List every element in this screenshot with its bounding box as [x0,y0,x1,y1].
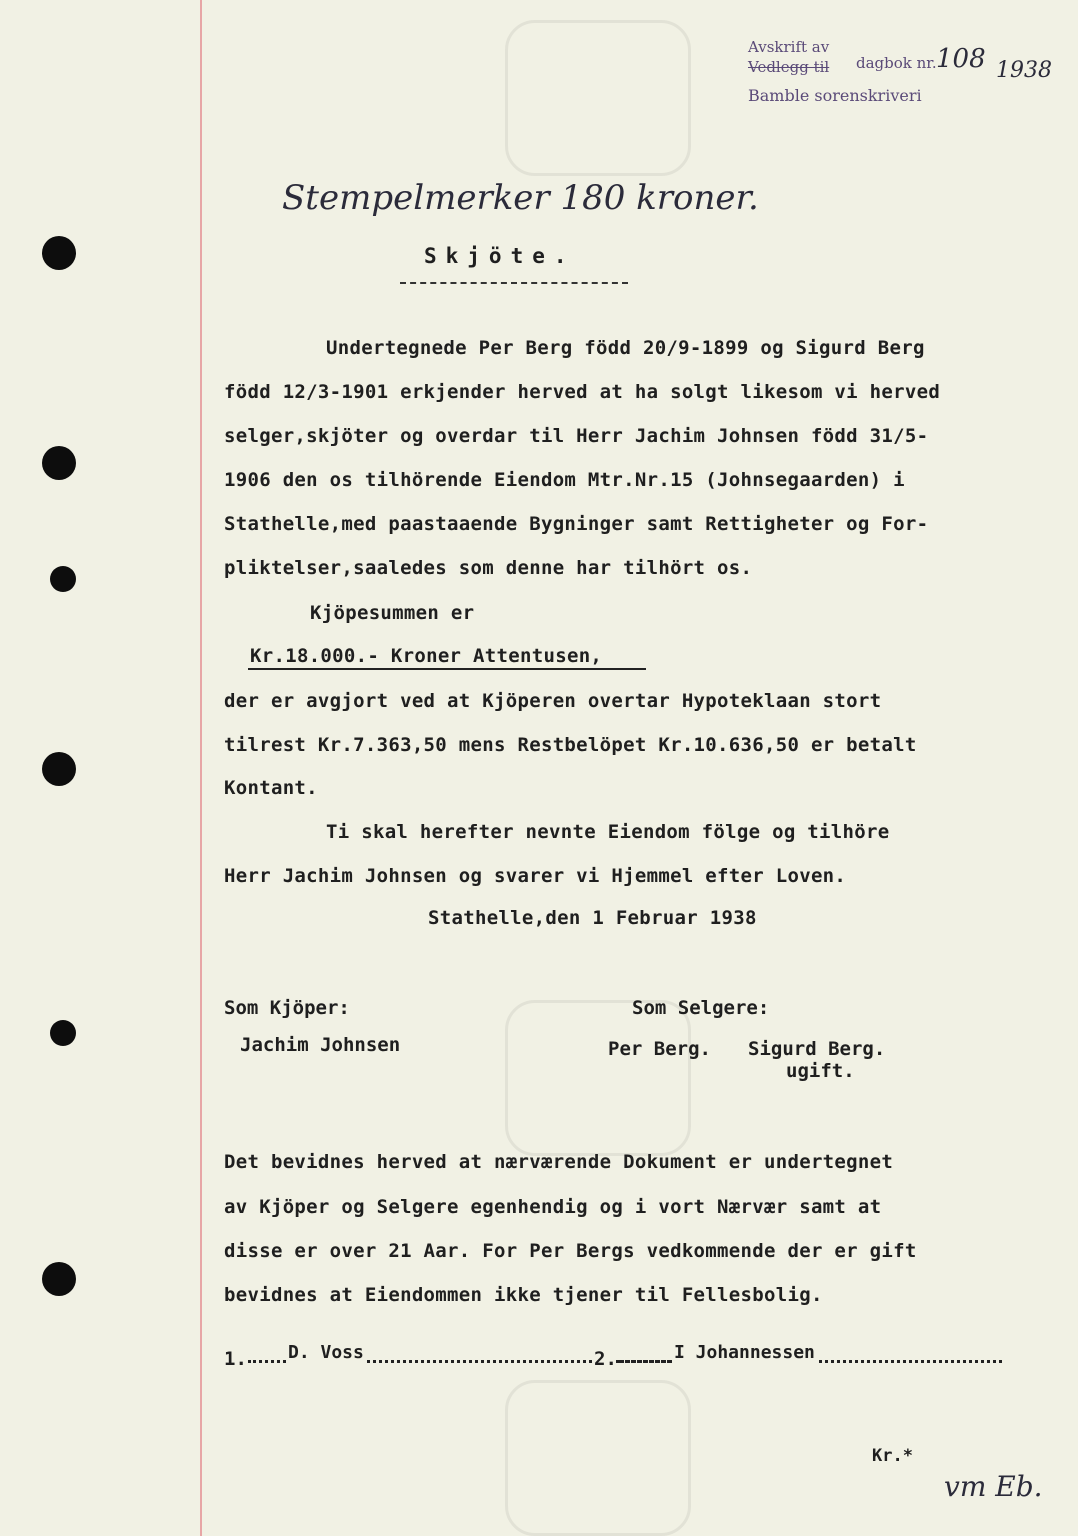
seller-name-2: Sigurd Berg. [748,1038,886,1060]
faint-watermark [505,1380,691,1536]
seller-status: ugift. [786,1060,855,1082]
faint-watermark [505,1000,691,1156]
payment-line: tilrest Kr.7.363,50 mens Restbelöpet Kr.10.636,50 er betalt [224,734,917,756]
buyer-label: Som Kjöper: [224,997,350,1019]
price-underline [248,668,646,670]
title-underline [400,282,628,284]
body-line: Undertegnede Per Berg född 20/9-1899 og Sigurd Berg [326,337,925,359]
body-line: 1906 den os tilhörende Eiendom Mtr.Nr.15 (Johnsegaarden) i [224,469,905,491]
body-line: pliktelser,saaledes som denne har tilhört os. [224,557,753,579]
binder-hole [42,752,76,786]
witness-name-2: I Johannessen [674,1342,815,1363]
witness-signature-line [224,1342,1004,1382]
certification-line: Det bevidnes herved at nærværende Dokument er undertegnet [224,1151,894,1173]
fee-note: Kr.* [872,1446,913,1466]
handwritten-initials: vm Eb. [944,1470,1043,1503]
binder-hole [42,1262,76,1296]
stamp-line1: Avskrift av [748,38,830,56]
payment-line: Kontant. [224,777,318,799]
stamp-struck: Vedlegg til [748,58,830,76]
purchase-price: Kr.18.000.- Kroner Attentusen, [250,645,603,667]
stamp-dagbok-label: dagbok nr. [856,54,937,72]
buyer-name: Jachim Johnsen [240,1034,401,1056]
certification-line: bevidnes at Eiendommen ikke tjener til Fellesbolig. [224,1284,823,1306]
binder-hole [42,236,76,270]
seller-name-1: Per Berg. [608,1038,711,1060]
margin-line [200,0,202,1536]
stamp-year: 1938 [996,58,1052,83]
transfer-line: Herr Jachim Johnsen og svarer vi Hjemmel efter Loven. [224,865,847,887]
binder-hole [50,566,76,592]
sellers-label: Som Selgere: [632,997,770,1019]
certification-line: disse er over 21 Aar. For Per Bergs vedkommende der er gift [224,1240,917,1262]
purchase-intro: Kjöpesummen er [310,602,475,624]
binder-hole [42,446,76,480]
transfer-line: Ti skal herefter nevnte Eiendom fölge og tilhöre [326,821,890,843]
stamp-duty-note: Stempelmerker 180 kroner. [282,178,759,218]
payment-line: der er avgjort ved at Kjöperen overtar Hypoteklaan stort [224,690,882,712]
witness-name-1: D. Voss [288,1342,364,1363]
stamp-office: Bamble sorenskriveri [748,86,922,105]
witness-number-1: 1. [224,1348,247,1370]
place-date: Stathelle,den 1 Februar 1938 [428,907,757,929]
body-line: Stathelle,med paastaaende Bygninger samt Rettigheter og For- [224,513,929,535]
faint-watermark [505,20,691,176]
body-line: selger,skjöter og overdar til Herr Jachim Johnsen född 31/5- [224,425,929,447]
witness-number-2: 2. [594,1348,617,1370]
certification-line: av Kjöper og Selgere egenhendig og i vort Nærvær samt at [224,1196,882,1218]
document-title: Skjöte. [424,244,576,268]
body-line: född 12/3-1901 erkjender herved at ha solgt likesom vi herved [224,381,941,403]
binder-hole [50,1020,76,1046]
stamp-dagbok-number: 108 [936,44,986,74]
